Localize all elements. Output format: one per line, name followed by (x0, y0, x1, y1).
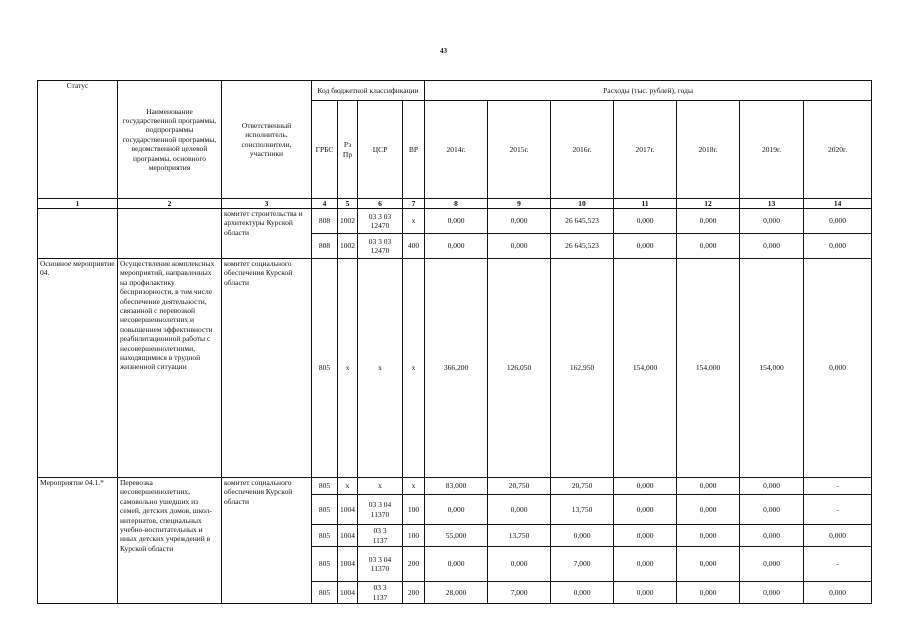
table-row (38, 209, 872, 234)
value-cell: 0,000 (677, 478, 740, 495)
rz-cell: 1004 (338, 547, 358, 582)
value-cell: 0,000 (740, 582, 804, 604)
value-cell: 0,000 (677, 495, 740, 525)
rz-cell: 1004 (338, 582, 358, 604)
value-cell: 0,000 (551, 525, 614, 547)
grbs-cell: 805 (312, 547, 338, 582)
vr-cell: х (403, 209, 425, 234)
grbs-cell: 805 (312, 582, 338, 604)
value-cell: 0,000 (740, 209, 804, 234)
status-cell: Мероприятие 04.1.* (38, 478, 118, 604)
value-cell: 0,000 (425, 495, 488, 525)
value-cell: 83,000 (425, 478, 488, 495)
header-status: Статус (38, 81, 118, 199)
column-number: 8 (425, 199, 488, 209)
value-cell: 0,000 (740, 234, 804, 259)
vr-cell: х (403, 259, 425, 478)
rz-cell: 1002 (338, 209, 358, 234)
column-number: 6 (358, 199, 403, 209)
value-cell: 20,750 (551, 478, 614, 495)
column-number: 3 (222, 199, 312, 209)
value-cell: 7,000 (551, 547, 614, 582)
budget-table (37, 80, 872, 604)
value-cell: 0,000 (488, 495, 551, 525)
value-cell: 154,000 (614, 259, 677, 478)
grbs-cell: 808 (312, 234, 338, 259)
value-cell: 28,000 (425, 582, 488, 604)
rz-cell: 1002 (338, 234, 358, 259)
value-cell: 0,000 (425, 547, 488, 582)
value-cell: 26 645,523 (551, 234, 614, 259)
column-number: 11 (614, 199, 677, 209)
status-cell: Основное мероприятие 04. (38, 259, 118, 478)
value-cell: 366,200 (425, 259, 488, 478)
header-rzpr: Рз Пр (338, 101, 358, 199)
grbs-cell: 808 (312, 209, 338, 234)
value-cell: - (804, 547, 872, 582)
value-cell: 13,750 (488, 525, 551, 547)
column-number: 1 (38, 199, 118, 209)
value-cell: 0,000 (488, 234, 551, 259)
status-cell (38, 209, 118, 259)
header-year: 2014г. (425, 101, 488, 199)
rz-cell: х (338, 259, 358, 478)
value-cell: - (804, 495, 872, 525)
rz-cell: х (338, 478, 358, 495)
page-number: 43 (440, 47, 447, 55)
header-grbs: ГРБС (312, 101, 338, 199)
column-number: 9 (488, 199, 551, 209)
value-cell: 0,000 (677, 582, 740, 604)
value-cell: 154,000 (740, 259, 804, 478)
value-cell: 13,750 (551, 495, 614, 525)
value-cell: 0,000 (614, 525, 677, 547)
header-year: 2016г. (551, 101, 614, 199)
value-cell: 7,000 (488, 582, 551, 604)
value-cell: 0,000 (677, 209, 740, 234)
value-cell: 0,000 (488, 547, 551, 582)
header-name: Наименование государственной программы, подпрограммы государственной программы, ведомственной целевой программы, основного мероприятия (118, 81, 222, 199)
value-cell: 0,000 (614, 209, 677, 234)
csr-cell: 03 3 03 12470 (358, 209, 403, 234)
value-cell: 20,750 (488, 478, 551, 495)
header-year: 2017г. (614, 101, 677, 199)
column-number: 7 (403, 199, 425, 209)
table-row (38, 259, 872, 478)
value-cell: 0,000 (614, 547, 677, 582)
header-year: 2019г. (740, 101, 804, 199)
header-year: 2020г. (804, 101, 872, 199)
value-cell: 0,000 (804, 525, 872, 547)
value-cell: 0,000 (740, 525, 804, 547)
responsible-cell: комитет строительства и архитектуры Курской области (222, 209, 312, 259)
value-cell: 162,950 (551, 259, 614, 478)
value-cell: 0,000 (614, 582, 677, 604)
vr-cell: 200 (403, 547, 425, 582)
column-number: 12 (677, 199, 740, 209)
csr-cell: 03 3 04 11370 (358, 547, 403, 582)
value-cell: 0,000 (488, 209, 551, 234)
csr-cell: х (358, 478, 403, 495)
csr-cell: 03 3 03 12470 (358, 234, 403, 259)
value-cell: 0,000 (804, 234, 872, 259)
vr-cell: 400 (403, 234, 425, 259)
column-number: 13 (740, 199, 804, 209)
value-cell: 0,000 (677, 525, 740, 547)
value-cell: 0,000 (677, 547, 740, 582)
column-number: 5 (338, 199, 358, 209)
value-cell: 55,000 (425, 525, 488, 547)
rz-cell: 1004 (338, 525, 358, 547)
grbs-cell: 805 (312, 259, 338, 478)
vr-cell: 100 (403, 495, 425, 525)
value-cell: 0,000 (740, 495, 804, 525)
csr-cell: 03 3 1137 (358, 582, 403, 604)
name-cell: Перевозка несовершеннолетних, самовольно ушедших из семей, детских домов, школ-интернатов, специальных учебно-воспитательных и иных детских учреждений в Курской области (118, 478, 222, 604)
value-cell: 0,000 (614, 495, 677, 525)
value-cell: 0,000 (740, 547, 804, 582)
header-budget-code: Код бюджетной классификации (312, 81, 425, 101)
value-cell: 0,000 (677, 234, 740, 259)
name-cell: Осуществление комплексных мероприятий, направленных на профилактику беспризорности, в том числе обеспечение деятельности, связанной с перевозкой несовершеннолетних и повышением эффективности реабилитационной работы с несовершеннолетними, находящимися в трудной жизненной ситуации (118, 259, 222, 478)
value-cell: 0,000 (804, 259, 872, 478)
value-cell: 126,050 (488, 259, 551, 478)
column-number: 4 (312, 199, 338, 209)
column-number: 14 (804, 199, 872, 209)
grbs-cell: 805 (312, 478, 338, 495)
csr-cell: х (358, 259, 403, 478)
csr-cell: 03 3 04 11370 (358, 495, 403, 525)
header-responsible: Ответственный исполнитель, соисполнители, участники (222, 81, 312, 199)
value-cell: 154,000 (677, 259, 740, 478)
header-expenses: Расходы (тыс. рублей), годы (425, 81, 872, 101)
value-cell: 0,000 (804, 582, 872, 604)
responsible-cell: комитет социального обеспечения Курской области (222, 259, 312, 478)
name-cell (118, 209, 222, 259)
rz-cell: 1004 (338, 495, 358, 525)
vr-cell: х (403, 478, 425, 495)
header-year: 2018г. (677, 101, 740, 199)
responsible-cell: комитет социального обеспечения Курской области (222, 478, 312, 604)
value-cell: - (804, 478, 872, 495)
column-number: 10 (551, 199, 614, 209)
header-year: 2015г. (488, 101, 551, 199)
value-cell: 0,000 (614, 234, 677, 259)
value-cell: 0,000 (740, 478, 804, 495)
value-cell: 0,000 (425, 209, 488, 234)
value-cell: 0,000 (425, 234, 488, 259)
header-csr: ЦСР (358, 101, 403, 199)
value-cell: 26 645,523 (551, 209, 614, 234)
grbs-cell: 805 (312, 525, 338, 547)
value-cell: 0,000 (804, 209, 872, 234)
table-row (38, 478, 872, 495)
value-cell: 0,000 (614, 478, 677, 495)
vr-cell: 200 (403, 582, 425, 604)
csr-cell: 03 3 1137 (358, 525, 403, 547)
vr-cell: 100 (403, 525, 425, 547)
column-number: 2 (118, 199, 222, 209)
header-vr: ВР (403, 101, 425, 199)
grbs-cell: 805 (312, 495, 338, 525)
value-cell: 0,000 (551, 582, 614, 604)
